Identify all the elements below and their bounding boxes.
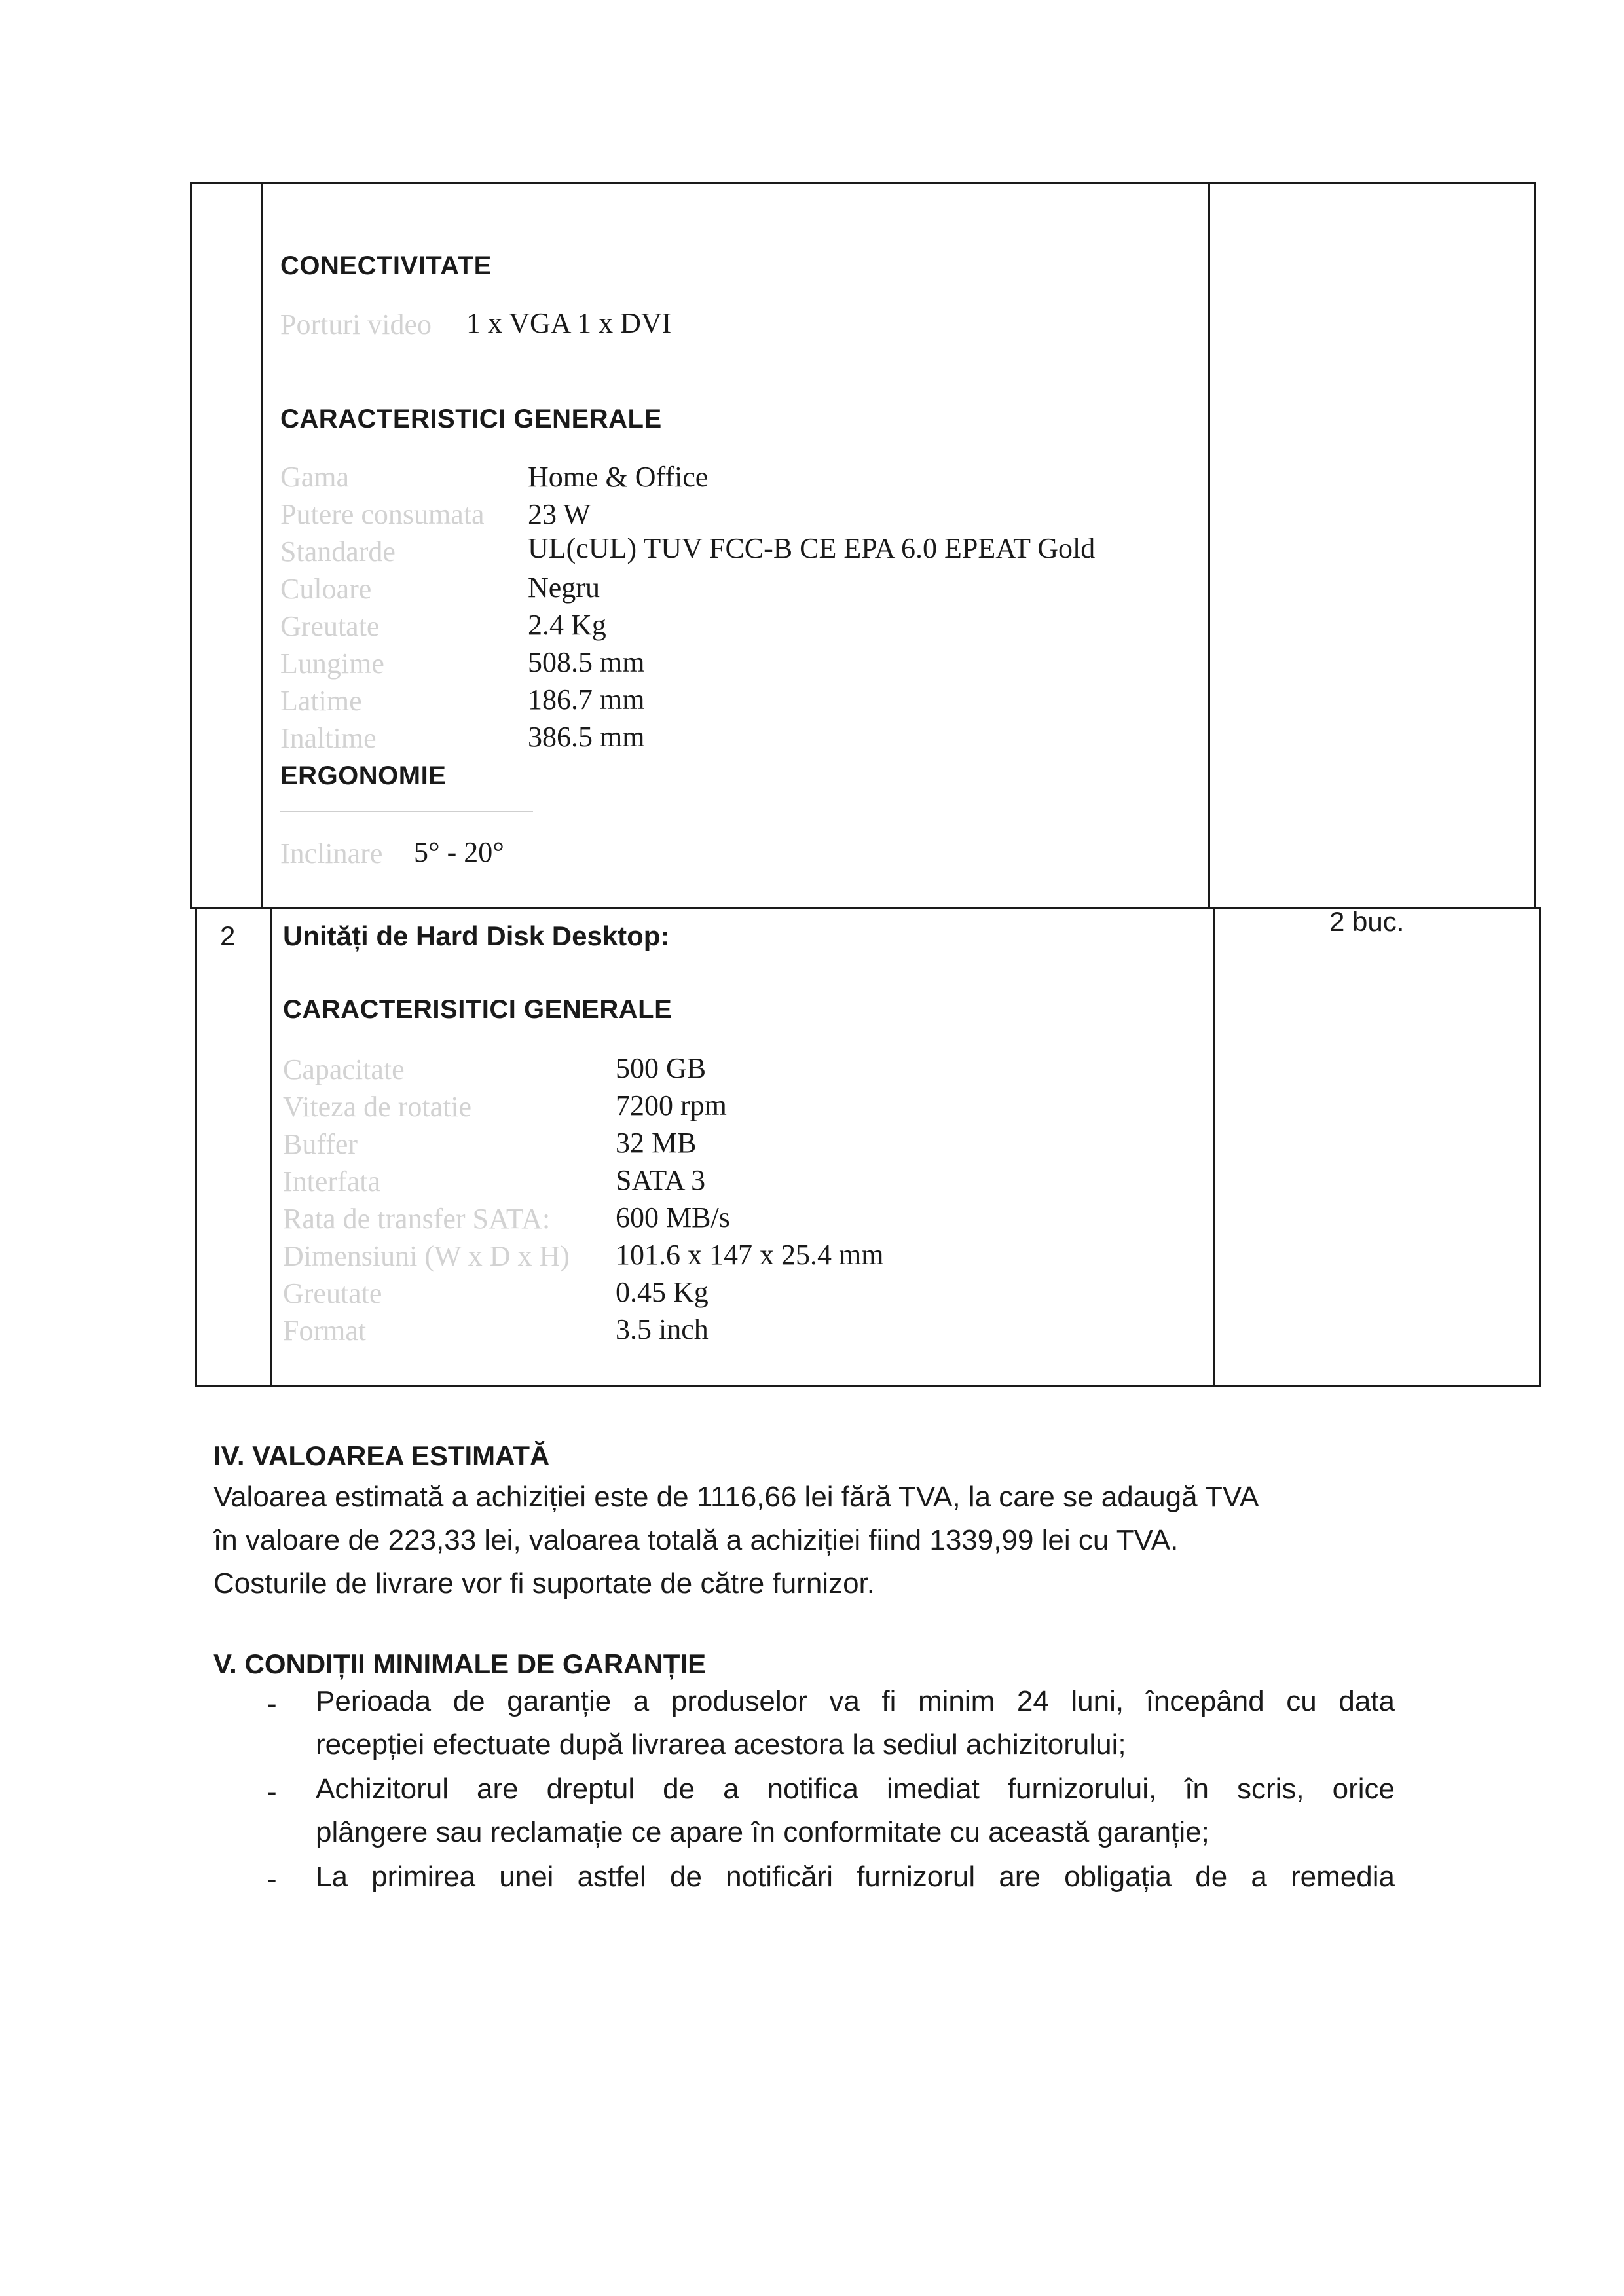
caracteristici-generale-heading: CARACTERISTICI GENERALE	[280, 405, 662, 433]
row2-col-divider-1	[270, 907, 272, 1387]
row1-col-divider-1	[261, 182, 263, 909]
spec-value: 508.5 mm	[528, 646, 645, 678]
table-row-2	[195, 907, 1541, 1387]
spec-value: 386.5 mm	[528, 721, 645, 753]
spec-label: Viteza de rotatie	[283, 1091, 472, 1123]
spec-label: Inclinare	[280, 837, 383, 869]
spec-value: 2.4 Kg	[528, 609, 606, 641]
spec-label: Capacitate	[283, 1053, 405, 1085]
row2-col-divider-2	[1213, 907, 1215, 1387]
spec-label: Putere consumata	[280, 498, 485, 530]
bullet-dash: -	[267, 1863, 277, 1895]
spec-value: 5° - 20°	[414, 836, 504, 868]
spec-label: Standarde	[280, 536, 396, 568]
spec-label: Interfata	[283, 1165, 380, 1197]
item-number: 2	[220, 920, 236, 951]
spec-value: 3.5 inch	[616, 1313, 709, 1345]
bullet-line: Perioada de garanție a produselor va fi minim 24 luni, începând cu data	[316, 1685, 1395, 1717]
spec-value: 600 MB/s	[616, 1201, 730, 1233]
spec-label: Gama	[280, 461, 350, 493]
bullet-line: recepției efectuate după livrarea acestora la sediul achizitorului;	[316, 1728, 1126, 1760]
item-title: Unități de Hard Disk Desktop:	[283, 920, 670, 951]
spec-label: Format	[283, 1315, 367, 1347]
spec-value: 7200 rpm	[616, 1089, 727, 1121]
section-4-line: în valoare de 223,33 lei, valoarea totală a achiziției fiind 1339,99 lei cu TVA.	[213, 1524, 1179, 1556]
section-4-line: Costurile de livrare vor fi suportate de către furnizor.	[213, 1567, 876, 1599]
spec-label: Rata de transfer SATA:	[283, 1203, 551, 1235]
bullet-line: La primirea unei astfel de notificări furnizorul are obligația de a remedia	[316, 1861, 1395, 1893]
spec-label: Buffer	[283, 1128, 358, 1160]
section-4-heading: IV. VALOAREA ESTIMATĂ	[213, 1440, 550, 1471]
spec-label: Culoare	[280, 573, 372, 605]
spec-label: Dimensiuni (W x D x H)	[283, 1240, 570, 1272]
item-quantity: 2 buc.	[1329, 906, 1405, 937]
spec-label: Greutate	[280, 610, 380, 642]
spec-value: 23 W	[528, 498, 591, 530]
bullet-line: Achizitorul are dreptul de a notifica imediat furnizorului, în scris, orice	[316, 1773, 1395, 1805]
spec-value: UL(cUL) TUV FCC-B CE EPA 6.0 EPEAT Gold	[528, 532, 1096, 564]
conectivitate-heading: CONECTIVITATE	[280, 251, 492, 280]
spec-value: SATA 3	[616, 1164, 706, 1196]
section-5-heading: V. CONDIȚII MINIMALE DE GARANȚIE	[213, 1649, 707, 1679]
spec-value: 1 x VGA 1 x DVI	[466, 307, 672, 339]
spec-label: Inaltime	[280, 722, 377, 754]
spec-value: 32 MB	[616, 1127, 697, 1159]
spec-label: Latime	[280, 685, 362, 717]
bullet-dash: -	[267, 1688, 277, 1720]
spec-value: 0.45 Kg	[616, 1276, 709, 1308]
section-4-line: Valoarea estimată a achiziției este de 1116,66 lei fără TVA, la care se adaugă TVA	[213, 1481, 1259, 1513]
spec-value: Negru	[528, 572, 600, 604]
spec-value: 101.6 x 147 x 25.4 mm	[616, 1239, 884, 1271]
spec-label: Porturi video	[280, 308, 432, 340]
spec-value: 186.7 mm	[528, 683, 645, 716]
row1-col-divider-2	[1208, 182, 1210, 909]
bullet-dash: -	[267, 1776, 277, 1808]
spec-value: 500 GB	[616, 1052, 707, 1084]
caracterisitici-generale-heading: CARACTERISITICI GENERALE	[283, 995, 673, 1024]
divider	[280, 811, 533, 812]
spec-value: Home & Office	[528, 461, 709, 493]
ergonomie-heading: ERGONOMIE	[280, 761, 447, 790]
spec-label: Lungime	[280, 647, 384, 680]
bullet-line: plângere sau reclamație ce apare în conformitate cu această garanție;	[316, 1816, 1209, 1848]
spec-label: Greutate	[283, 1277, 382, 1309]
